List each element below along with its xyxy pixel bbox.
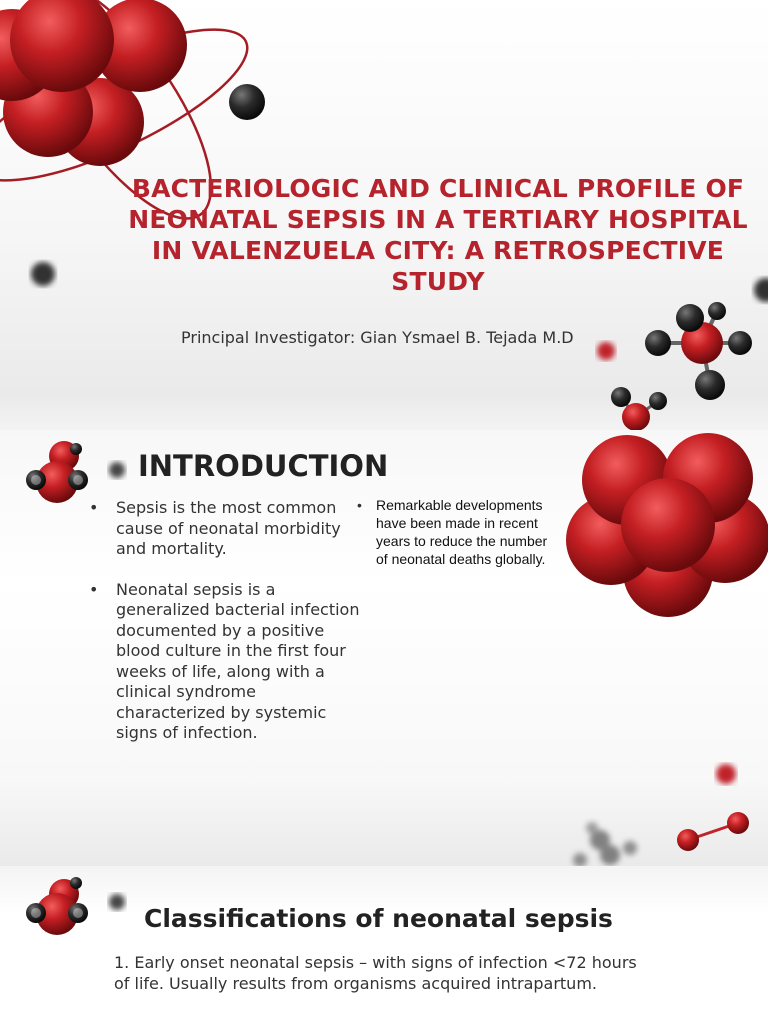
intro-side-bullet-item: • Remarkable developments have been made in recent years to reduce the number of neonatal deaths globally.	[376, 496, 556, 568]
intro-bullet-item: • Sepsis is the most common cause of neonatal morbidity and mortality.	[116, 498, 361, 560]
atom-bullet-icon	[26, 877, 88, 935]
early-onset-item: 1. Early onset neonatal sepsis – with signs of infection <72 hours of life. Usually results from organisms acquired intrapartum.	[114, 953, 637, 993]
title-slide	[0, 0, 768, 430]
bond-molecule-icon	[677, 812, 749, 851]
intro-bullet-item: • Neonatal sepsis is a generalized bacterial infection documented by a positive blood culture in the first four weeks of life, along with a clinical syndrome characterized by systemic signs of infection.	[116, 580, 361, 744]
introduction-slide	[0, 430, 768, 866]
small-molecule-icon	[611, 387, 667, 430]
presentation-title: BACTERIOLOGIC AND CLINICAL PROFILE OF NEONATAL SEPSIS IN A TERTIARY HOSPITAL IN VALENZUELA CITY: A RETROSPECTIVE STUDY	[128, 174, 748, 296]
principal-investigator: Principal Investigator: Gian Ysmael B. Tejada M.D	[181, 328, 574, 347]
classification-decoration	[0, 866, 768, 1024]
cell-cluster-icon	[566, 433, 768, 617]
introduction-heading: INTRODUCTION	[138, 449, 389, 483]
molecule-icon	[645, 302, 752, 400]
classifications-slide	[0, 866, 768, 1024]
classifications-heading: Classifications of neonatal sepsis	[144, 904, 613, 933]
atom-bullet-icon	[26, 441, 88, 503]
intro-side-bullet-list	[376, 496, 556, 568]
intro-bullet-list	[116, 498, 361, 744]
